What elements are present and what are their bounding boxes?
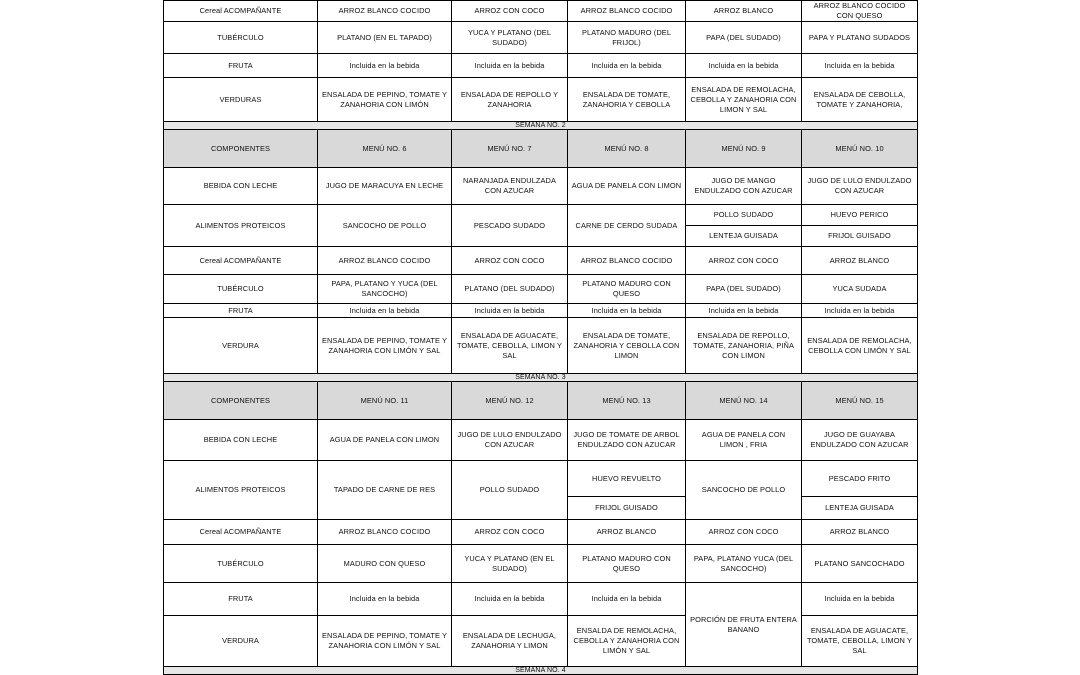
table-row <box>164 205 918 226</box>
cell: Incluida en la bebida <box>802 304 918 318</box>
cell: PAPA (DEL SUDADO) <box>686 275 802 304</box>
cell: ENSALADA DE TOMATE, ZANAHORIA Y CEBOLLA <box>568 78 686 122</box>
cell: JUGO DE LULO ENDULZADO CON AZUCAR <box>802 168 918 205</box>
cell: ARROZ CON COCO <box>452 1 568 22</box>
table-row <box>164 78 918 122</box>
menu-header: MENÚ NO. 15 <box>802 382 918 420</box>
cell: PLATANO MADURO CON QUESO <box>568 275 686 304</box>
cell: TAPADO DE CARNE DE RES <box>318 461 452 520</box>
cell: AGUA DE PANELA CON LIMON , FRIA <box>686 420 802 461</box>
cell: LENTEJA GUISADA <box>686 226 802 247</box>
table-row <box>164 1 918 22</box>
cell: YUCA Y PLATANO (DEL SUDADO) <box>452 22 568 54</box>
menu-table <box>163 0 918 675</box>
table-row <box>164 545 918 583</box>
cell: PAPA, PLATANO Y YUCA (DEL SANCOCHO) <box>318 275 452 304</box>
table-row <box>164 583 918 616</box>
cell: PLATANO (DEL SUDADO) <box>452 275 568 304</box>
cell: POLLO SUDADO <box>686 205 802 226</box>
cell: Incluida en la bebida <box>452 583 568 616</box>
cell: ARROZ BLANCO <box>802 520 918 545</box>
cell: YUCA Y PLATANO (EN EL SUDADO) <box>452 545 568 583</box>
cell: ENSALADA DE REPOLLO Y ZANAHORIA <box>452 78 568 122</box>
cell: ENSALADA DE REMOLACHA, CEBOLLA Y ZANAHORIA CON LIMON Y SAL <box>686 78 802 122</box>
cell: ARROZ BLANCO COCIDO <box>318 520 452 545</box>
cell: MADURO CON QUESO <box>318 545 452 583</box>
cell: JUGO DE LULO ENDULZADO CON AZUCAR <box>452 420 568 461</box>
menu-header: MENÚ NO. 13 <box>568 382 686 420</box>
cell: Incluida en la bebida <box>686 304 802 318</box>
cell: ENSALDA DE REMOLACHA, CEBOLLA Y ZANAHORIA CON LIMÓN Y SAL <box>568 616 686 667</box>
cell: ARROZ BLANCO <box>686 1 802 22</box>
cell: Incluida en la bebida <box>318 583 452 616</box>
cell: ARROZ CON COCO <box>686 520 802 545</box>
row-label-proteicos: ALIMENTOS PROTEICOS <box>164 461 318 520</box>
cell: NARANJADA ENDULZADA CON AZUCAR <box>452 168 568 205</box>
cell: ENSALADA DE TOMATE, ZANAHORIA Y CEBOLLA CON LIMON <box>568 318 686 374</box>
row-label-verduras: VERDURAS <box>164 78 318 122</box>
cell: PORCIÓN DE FRUTA ENTERA BANANO <box>686 583 802 667</box>
cell: CARNE DE CERDO SUDADA <box>568 205 686 247</box>
row-label-fruta: FRUTA <box>164 304 318 318</box>
table-row <box>164 304 918 318</box>
cell: ENSALADA DE PEPINO, TOMATE Y ZANAHORIA CON LIMÓN Y SAL <box>318 616 452 667</box>
menu-header-row <box>164 382 918 420</box>
row-label-bebida: BEBIDA CON LECHE <box>164 168 318 205</box>
table-row <box>164 247 918 275</box>
row-label-fruta: FRUTA <box>164 54 318 78</box>
cell: ENSALADA DE LECHUGA, ZANAHORIA Y LIMON <box>452 616 568 667</box>
cell: HUEVO PERICO <box>802 205 918 226</box>
cell: AGUA DE PANELA CON LIMON <box>318 420 452 461</box>
row-label-proteicos: ALIMENTOS PROTEICOS <box>164 205 318 247</box>
cell: PESCADO SUDADO <box>452 205 568 247</box>
menu-sheet <box>163 0 917 675</box>
cell: ENSALADA DE AGUACATE, TOMATE, CEBOLLA, LIMON Y SAL <box>802 616 918 667</box>
cell: PESCADO FRITO <box>802 461 918 497</box>
cell: ARROZ BLANCO COCIDO CON QUESO <box>802 1 918 22</box>
menu-header: MENÚ NO. 6 <box>318 130 452 168</box>
row-label-tuberculo: TUBÉRCULO <box>164 275 318 304</box>
table-row <box>164 461 918 497</box>
cell: PAPA (DEL SUDADO) <box>686 22 802 54</box>
cell: FRIJOL GUISADO <box>568 497 686 520</box>
cell: ENSALADA DE PEPINO, TOMATE Y ZANAHORIA CON LIMÓN Y SAL <box>318 318 452 374</box>
row-label-tuberculo: TUBÉRCULO <box>164 545 318 583</box>
cell: POLLO SUDADO <box>452 461 568 520</box>
cell: JUGO DE MANGO ENDULZADO CON AZUCAR <box>686 168 802 205</box>
table-row <box>164 54 918 78</box>
cell: Incluida en la bebida <box>568 54 686 78</box>
cell: ARROZ CON COCO <box>452 520 568 545</box>
cell: Incluida en la bebida <box>568 304 686 318</box>
cell: ARROZ BLANCO COCIDO <box>318 1 452 22</box>
cell: ARROZ BLANCO <box>568 520 686 545</box>
menu-header: MENÚ NO. 10 <box>802 130 918 168</box>
cell: PLATANO (EN EL TAPADO) <box>318 22 452 54</box>
cell: HUEVO REVUELTO <box>568 461 686 497</box>
row-label-cereal: Cereal ACOMPAÑANTE <box>164 520 318 545</box>
cell: ENSALADA DE AGUACATE, TOMATE, CEBOLLA, LIMON Y SAL <box>452 318 568 374</box>
cell: PAPA, PLATANO YUCA (DEL SANCOCHO) <box>686 545 802 583</box>
cell: Incluida en la bebida <box>452 304 568 318</box>
week-header-row <box>164 667 918 675</box>
cell: Incluida en la bebida <box>318 54 452 78</box>
row-label-bebida: BEBIDA CON LECHE <box>164 420 318 461</box>
row-label-cereal: Cereal ACOMPAÑANTE <box>164 1 318 22</box>
cell: ENSALADA DE PEPINO, TOMATE Y ZANAHORIA CON LIMÓN <box>318 78 452 122</box>
cell: LENTEJA GUISADA <box>802 497 918 520</box>
cell: SANCOCHO DE POLLO <box>318 205 452 247</box>
cell: JUGO DE MARACUYA EN LECHE <box>318 168 452 205</box>
cell: ENSALADA DE CEBOLLA, TOMATE Y ZANAHORIA, <box>802 78 918 122</box>
menu-header: MENÚ NO. 7 <box>452 130 568 168</box>
week-header-row <box>164 374 918 382</box>
cell: ENSALADA DE REPOLLO, TOMATE, ZANAHORIA, PIÑA CON LIMON <box>686 318 802 374</box>
week-title: SEMANA NO. 3 <box>164 374 918 382</box>
row-label-verdura: VERDURA <box>164 318 318 374</box>
table-row <box>164 168 918 205</box>
cell: SANCOCHO DE POLLO <box>686 461 802 520</box>
cell: Incluida en la bebida <box>802 54 918 78</box>
menu-header: MENÚ NO. 9 <box>686 130 802 168</box>
cell: ARROZ BLANCO <box>802 247 918 275</box>
week-title: SEMANA NO. 2 <box>164 122 918 130</box>
row-label-verdura: VERDURA <box>164 616 318 667</box>
cell: ARROZ CON COCO <box>452 247 568 275</box>
table-row <box>164 616 918 667</box>
table-row <box>164 22 918 54</box>
cell: FRIJOL GUISADO <box>802 226 918 247</box>
menu-header-row <box>164 130 918 168</box>
cell: ARROZ CON COCO <box>686 247 802 275</box>
cell: ARROZ BLANCO COCIDO <box>568 247 686 275</box>
cell: PAPA Y PLATANO SUDADOS <box>802 22 918 54</box>
cell: JUGO DE TOMATE DE ARBOL ENDULZADO CON AZUCAR <box>568 420 686 461</box>
cell: ARROZ BLANCO COCIDO <box>568 1 686 22</box>
row-label-componentes: COMPONENTES <box>164 382 318 420</box>
row-label-cereal: Cereal ACOMPAÑANTE <box>164 247 318 275</box>
cell: ENSALADA DE REMOLACHA, CEBOLLA CON LIMÓN Y SAL <box>802 318 918 374</box>
row-label-fruta: FRUTA <box>164 583 318 616</box>
cell: Incluida en la bebida <box>318 304 452 318</box>
table-row <box>164 275 918 304</box>
menu-header: MENÚ NO. 8 <box>568 130 686 168</box>
cell: Incluida en la bebida <box>802 583 918 616</box>
cell: Incluida en la bebida <box>452 54 568 78</box>
cell: ARROZ BLANCO COCIDO <box>318 247 452 275</box>
row-label-tuberculo: TUBÉRCULO <box>164 22 318 54</box>
cell: YUCA SUDADA <box>802 275 918 304</box>
cell: JUGO DE GUAYABA ENDULZADO CON AZUCAR <box>802 420 918 461</box>
cell: PLATANO SANCOCHADO <box>802 545 918 583</box>
cell: Incluida en la bebida <box>568 583 686 616</box>
row-label-componentes: COMPONENTES <box>164 130 318 168</box>
week-header-row <box>164 122 918 130</box>
cell: PLATANO MADURO (DEL FRIJOL) <box>568 22 686 54</box>
menu-header: MENÚ NO. 11 <box>318 382 452 420</box>
table-row <box>164 520 918 545</box>
cell: Incluida en la bebida <box>686 54 802 78</box>
menu-header: MENÚ NO. 14 <box>686 382 802 420</box>
cell: AGUA DE PANELA CON LIMON <box>568 168 686 205</box>
cell: PLATANO MADURO CON QUESO <box>568 545 686 583</box>
week-title: SEMANA NO. 4 <box>164 667 918 675</box>
table-row <box>164 420 918 461</box>
menu-header: MENÚ NO. 12 <box>452 382 568 420</box>
table-row <box>164 318 918 374</box>
